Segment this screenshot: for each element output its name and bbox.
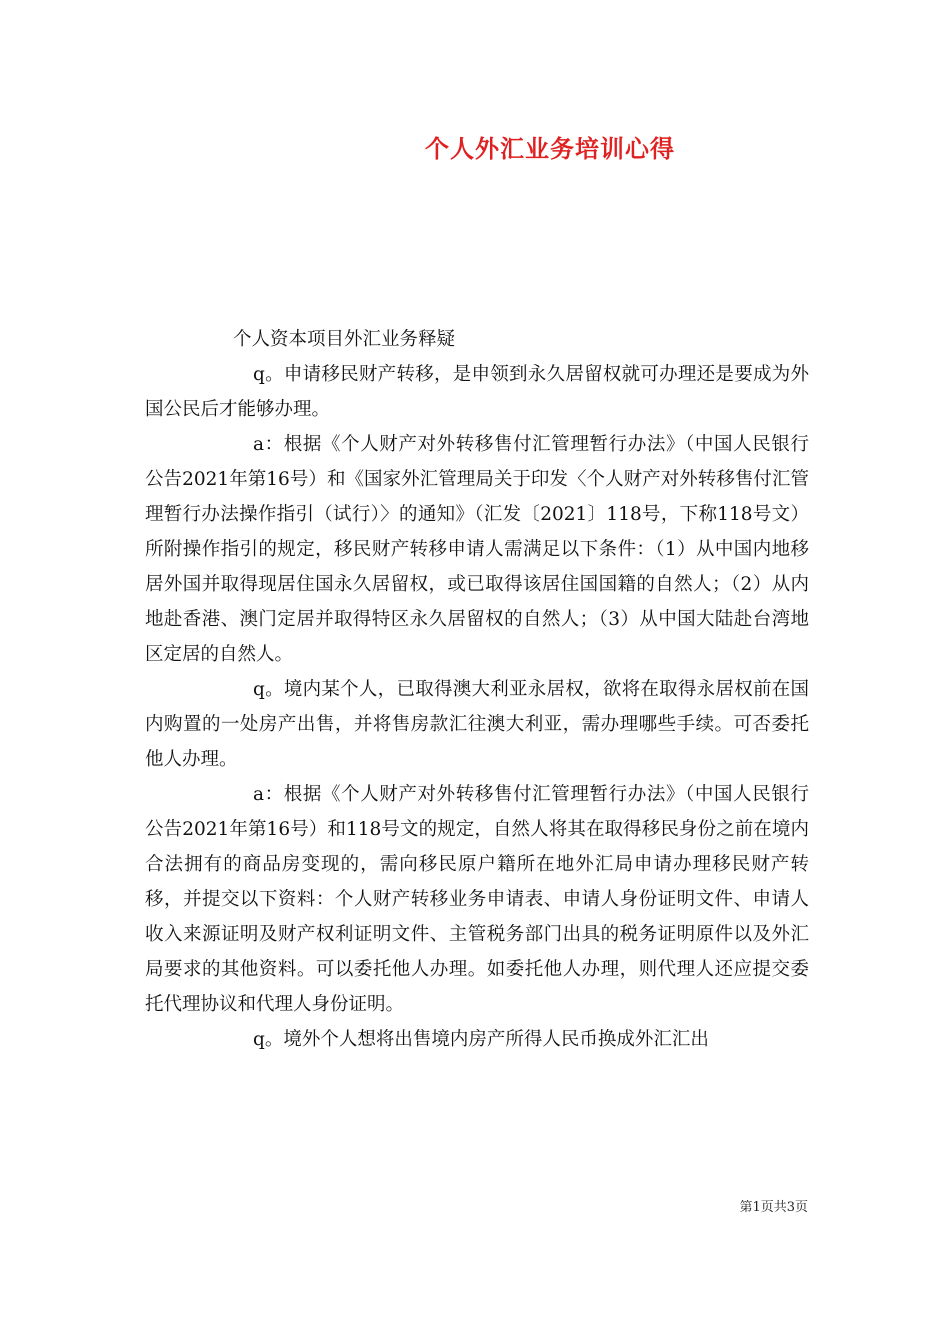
page-number: 第1页共3页 — [739, 1200, 808, 1215]
answer-paragraph: a：根据《个人财产对外转移售付汇管理暂行办法》（中国人民银行公告2021年第16号）和《国家外汇管理局关于印发〈个人财产对外转移售付汇管理暂行办法操作指引（试行）〉的通知》（汇发〔2021〕118号，下称118号文）所附操作指引的规定，移民财产转移申请人需满足以下条件：（1）从中国内地移居外国并取得现居住国永久居留权，或已取得该居住国国籍的自然人；（2）从内地赴香港、澳门定居并取得特区永久居留权的自然人；（3）从中国大陆赴台湾地区定居的自然人。 — [145, 434, 809, 665]
question-paragraph: q。申请移民财产转移，是申领到永久居留权就可办理还是要成为外国公民后才能够办理。 — [145, 364, 809, 420]
question-paragraph: q。境内某个人，已取得澳大利亚永居权，欲将在取得永居权前在国内购置的一处房产出售，并将售房款汇往澳大利亚，需办理哪些手续。可否委托他人办理。 — [145, 679, 809, 770]
section-heading: 个人资本项目外汇业务释疑 — [233, 329, 456, 350]
question-paragraph: q。境外个人想将出售境内房产所得人民币换成外汇汇出 — [253, 1029, 709, 1050]
answer-paragraph: a：根据《个人财产对外转移售付汇管理暂行办法》（中国人民银行公告2021年第16号）和118号文的规定，自然人将其在取得移民身份之前在境内合法拥有的商品房变现的，需向移民原户籍所在地外汇局申请办理移民财产转移，并提交以下资料：个人财产转移业务申请表、申请人身份证明文件、申请人收入来源证明及财产权利证明文件、主管税务部门出具的税务证明原件以及外汇局要求的其他资料。可以委托他人办理。如委托他人办理，则代理人还应提交委托代理协议和代理人身份证明。 — [145, 784, 809, 1015]
page-title: 个人外汇业务培训心得 — [425, 134, 675, 163]
document-body — [145, 322, 809, 1057]
